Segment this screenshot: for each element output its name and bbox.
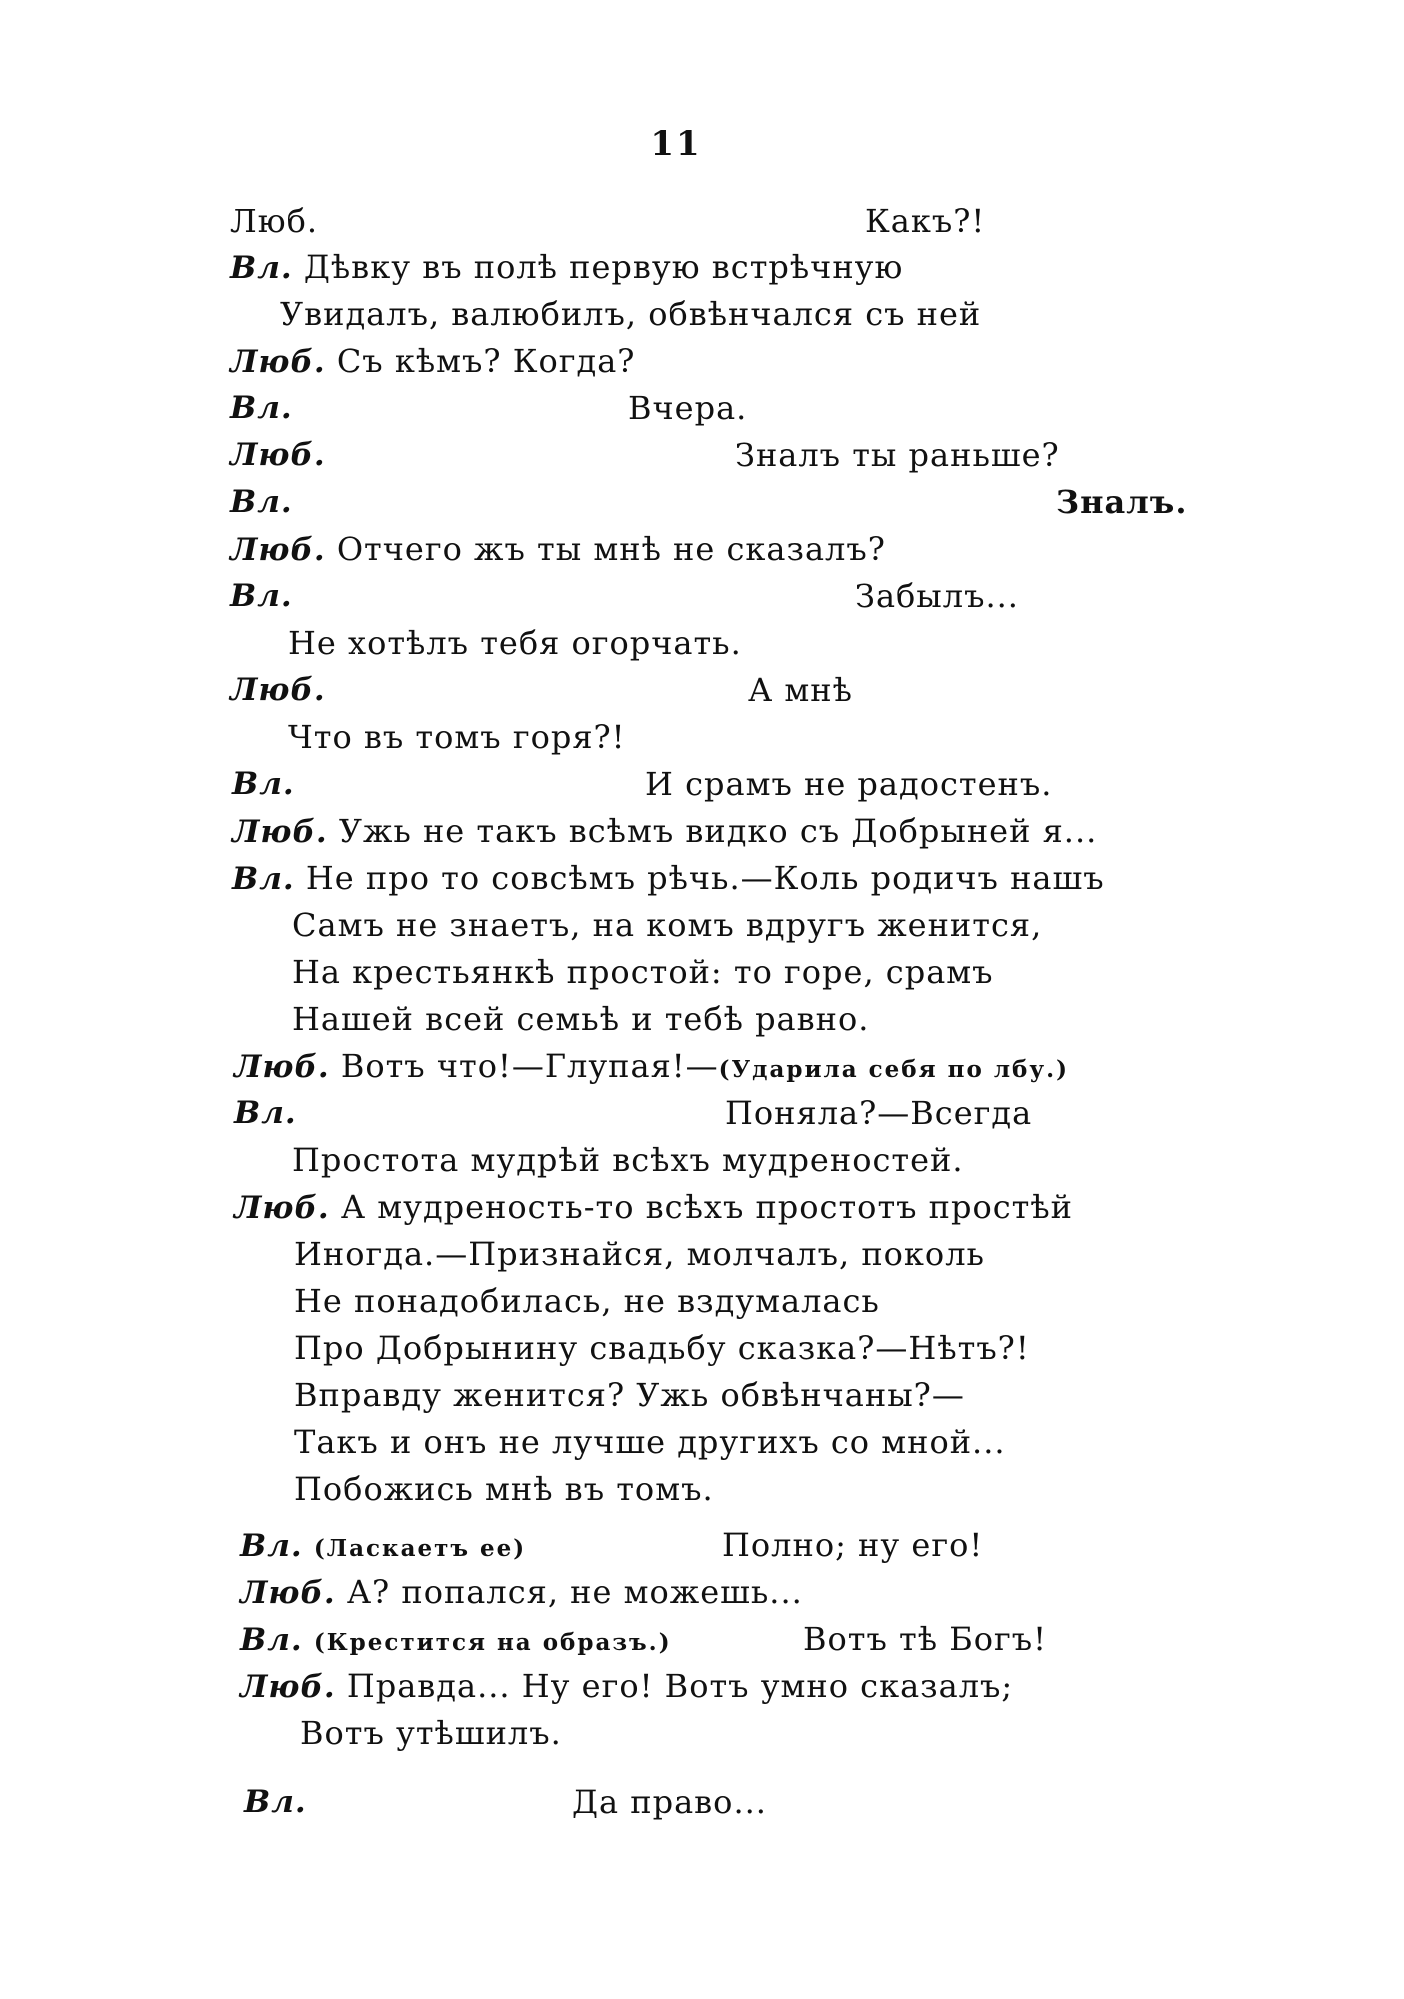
speaker-name: Люб. [230,202,318,240]
speaker-name: Вл. [230,484,293,520]
verse-line [232,811,1097,852]
line-text: Нашей всей семьѣ и тебѣ равно. [292,1000,870,1038]
line-text: Вчера. [628,389,748,427]
speaker-name: Вл. [230,578,293,614]
line-text: Иногда.—Признайся, молчалъ, поколь [294,1235,985,1273]
speaker-name: Люб. [234,1049,330,1085]
verse-line [234,1187,1073,1228]
line-text: Забылъ... [855,577,1019,615]
line-text: Полно; ну его! [722,1526,984,1564]
line-text: Зналъ. [1056,483,1188,521]
stage-direction: (Ласкаетъ ее) [313,1535,527,1562]
line-text: Вправду женится? Ужь обвѣнчаны?— [294,1376,965,1414]
speaker-name: Вл. [232,861,295,897]
speaker-name: Люб. [230,532,326,568]
speaker-name: Люб. [232,814,328,850]
speaker-name: Вл. [230,390,293,426]
line-text: Не хотѣлъ тебя огорчать. [288,624,742,662]
line-text: Побожись мнѣ въ томъ. [294,1470,714,1508]
speaker-name: Люб. [240,1669,336,1705]
line-text: Правда... Ну его! Вотъ умно сказалъ; [346,1667,1014,1705]
verse-line [230,341,635,382]
verse-line [230,247,903,288]
line-text: Дѣвку въ полѣ первую встрѣчную [303,248,904,286]
speaker-name: Вл. [230,250,293,286]
line-text: Простота мудрѣй всѣхъ мудреностей. [292,1141,964,1179]
speaker-name: Люб. [230,672,326,708]
speaker-name: Вл. [234,1095,297,1131]
line-text: Увидалъ, валюбилъ, обвѣнчался съ ней [280,295,982,333]
speaker-name: Люб. [240,1575,336,1611]
line-text: Такъ и онъ не лучше другихъ со мной... [294,1423,1006,1461]
speaker-name: Вл. [244,1784,307,1820]
line-text: Что въ томъ горя?! [288,718,626,756]
line-text: Вотъ утѣшилъ. [300,1714,562,1752]
line-text: Самъ не знаетъ, на комъ вдругъ женится, [292,906,1043,944]
speaker-name: Вл. [240,1528,303,1564]
stage-direction: (Крестится на образъ.) [313,1629,672,1656]
line-text: Какъ?! [865,202,986,240]
line-text: Отчего жъ ты мнѣ не сказалъ? [336,530,886,568]
line-text: Ужь не такъ всѣмъ видко съ Добрыней я... [338,812,1098,850]
page-number: 11 [650,124,702,164]
line-text: Вотъ тѣ Богъ! [803,1620,1047,1658]
line-text: А мнѣ [748,671,853,709]
speaker-name: Вл. [232,766,295,802]
line-text: Да право... [572,1783,767,1821]
line-text: А мудреность-то всѣхъ простотъ простѣй [340,1188,1073,1226]
speaker-name: Вл. [240,1622,303,1658]
line-text: Не про то совсѣмъ рѣчь.—Коль родичъ нашъ [305,859,1105,897]
line-text: Съ кѣмъ? Когда? [336,342,636,380]
verse-line [234,1046,1069,1090]
line-text: Не понадобилась, не вздумалась [294,1282,880,1320]
speaker-name: Люб. [230,344,326,380]
line-text: А? попался, не можешь... [346,1573,803,1611]
verse-line [230,529,886,570]
line-text: Поняла?—Всегда [725,1094,1033,1132]
line-text: Вотъ что!—Глупая!— [340,1047,719,1085]
line-text: Про Добрынину свадьбу сказка?—Нѣтъ?! [294,1329,1030,1367]
line-text: Зналъ ты раньше? [735,436,1060,474]
line-text: И срамъ не радостенъ. [645,765,1053,803]
speaker-name: Люб. [230,437,326,473]
verse-line [232,858,1105,899]
verse-line [240,1619,672,1663]
line-text: На крестьянкѣ простой: то горе, срамъ [292,953,994,991]
verse-line [240,1666,1013,1707]
verse-line [240,1572,803,1613]
speaker-name: Люб. [234,1190,330,1226]
verse-line [240,1525,526,1569]
stage-direction: (Ударила себя по лбу.) [718,1056,1069,1083]
